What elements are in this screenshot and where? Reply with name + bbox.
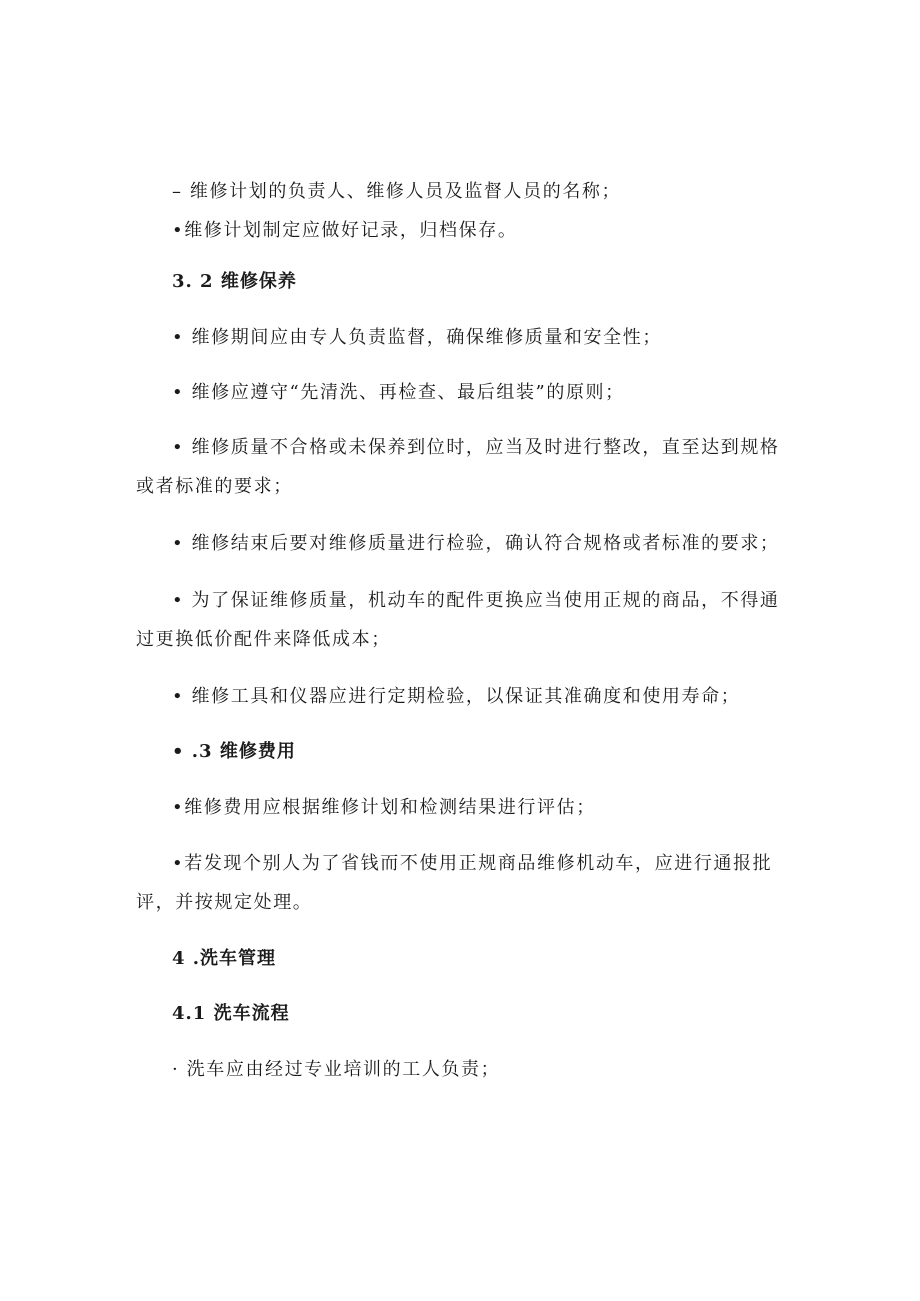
text-line-violations-cont: 评，并按规定处理。 — [136, 892, 313, 913]
text-line-principle: • 维修应遵守“先清洗、再检查、最后组装”的原则； — [172, 382, 625, 403]
text-line-violations: •若发现个别人为了省钱而不使用正规商品维修机动车，应进行通报批 — [172, 853, 773, 874]
text-line-parts: • 为了保证维修质量，机动车的配件更换应当使用正规的商品，不得通 — [172, 590, 780, 611]
text-line-supervision: • 维修期间应由专人负责监督，确保维修质量和安全性； — [172, 327, 662, 348]
text-line-trained-workers: · 洗车应由经过专业培训的工人负责； — [172, 1059, 501, 1080]
text-line-inspection: • 维修结束后要对维修质量进行检验，确认符合规格或者标准的要求； — [172, 533, 780, 554]
section-heading-costs: • .3 维修费用 — [172, 741, 296, 762]
section-heading-car-wash: 4 .洗车管理 — [172, 948, 277, 969]
text-line-rectification-cont: 或者标准的要求； — [136, 476, 293, 497]
section-heading-wash-process: 4.1 洗车流程 — [172, 1003, 290, 1024]
section-heading-maintenance: 3. 2 维修保养 — [172, 271, 297, 292]
text-line-cost-evaluation: •维修费用应根据维修计划和检测结果进行评估； — [172, 797, 596, 818]
text-line-plan-records: •维修计划制定应做好记录，归档保存。 — [172, 220, 518, 241]
text-line-responsible-persons: – 维修计划的负责人、维修人员及监督人员的名称； — [172, 181, 622, 202]
text-line-rectification: • 维修质量不合格或未保养到位时，应当及时进行整改，直至达到规格 — [172, 437, 780, 458]
text-line-tools: • 维修工具和仪器应进行定期检验，以保证其准确度和使用寿命； — [172, 686, 741, 707]
text-line-parts-cont: 过更换低价配件来降低成本； — [136, 629, 391, 650]
